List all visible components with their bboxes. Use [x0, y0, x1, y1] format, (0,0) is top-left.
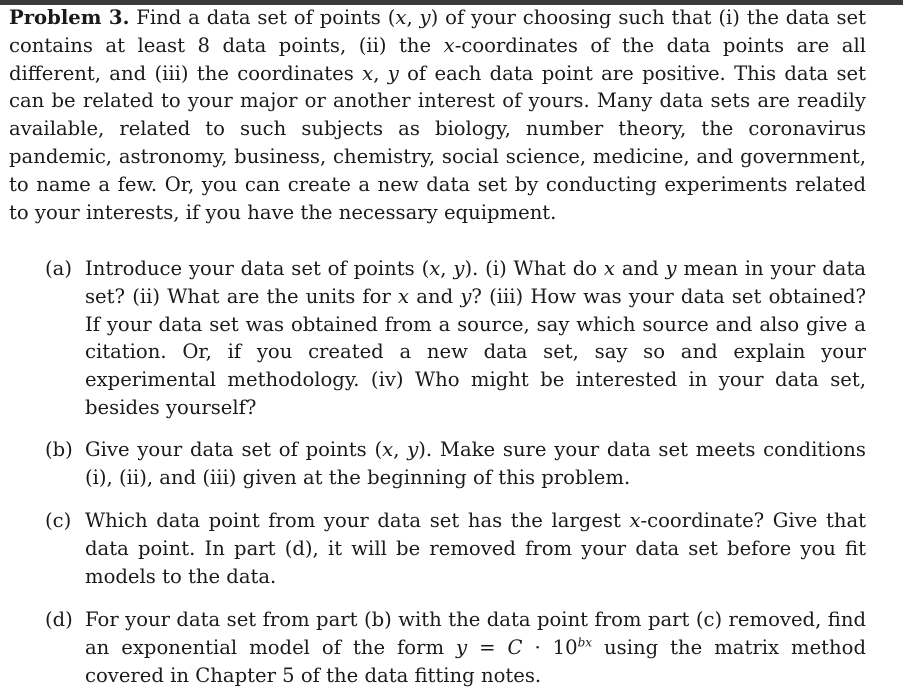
- math-y: y: [456, 635, 468, 659]
- math-x: x: [603, 257, 615, 280]
- part-b-text-1: Give your data set of points (: [85, 438, 383, 461]
- math-y: y: [407, 438, 419, 461]
- part-a-text-5: and: [409, 284, 461, 308]
- math-comma: ,: [393, 438, 408, 461]
- math-comma: ,: [440, 257, 454, 280]
- math-y: y: [453, 257, 465, 280]
- part-a-text: [85, 255, 866, 422]
- math-ten: · 10: [522, 635, 578, 659]
- part-b-text-2: ). Make sure your data set meets conditions (i), (ii), and (iii) given at the beginning of this problem.: [85, 438, 866, 489]
- part-d-text-2: using the matrix method covered in Chapter 5 of the data fitting notes.: [85, 635, 867, 687]
- problem-text-3b: ,: [373, 61, 388, 85]
- part-c: [45, 507, 866, 590]
- math-x: x: [443, 33, 455, 57]
- problem-heading: Problem 3.: [9, 6, 130, 29]
- math-x: x: [395, 6, 407, 29]
- part-a: [45, 255, 866, 422]
- part-a-text-1: Introduce your data set of points (: [85, 257, 430, 280]
- problem-text-3: -coordinates of the data points are all different, and (iii) the coordinates: [9, 33, 866, 85]
- math-x: x: [362, 61, 374, 85]
- part-c-text-2: -coordinate? Give that data point. In part (d), it will be removed from your data set before you fit models to the data.: [85, 509, 866, 588]
- problem-statement: [9, 4, 866, 226]
- math-x: x: [429, 257, 441, 280]
- part-d-text-1: For your data set from part (b) with the data point from part (c) removed, find an exponential model of the form: [85, 608, 866, 659]
- part-a-text-4: mean in your data set? (ii) What are the units for: [85, 257, 866, 308]
- part-c-text: [85, 507, 866, 590]
- math-x: x: [398, 284, 410, 308]
- math-c: C: [507, 635, 523, 659]
- part-d-text: [85, 606, 866, 689]
- math-y: y: [460, 284, 472, 308]
- math-x: x: [629, 509, 641, 532]
- part-b-text: [85, 436, 866, 492]
- math-y: y: [387, 61, 399, 85]
- part-a-text-3: and: [614, 257, 666, 280]
- problem-text-2: ) of your choosing such that (i) the data set contains at least 8 data points, (ii) the: [9, 6, 866, 57]
- problem-text-4: of each data point are positive. This data set can be related to your major or another interest of yours. Many data sets are readily available, related to such subjects as biology, number theory, the coronavirus pandemic, astronomy, business, chemistry, social science, medicine, and government, to name a few. Or, you can create a new data set by conducting experiments related to your interests, if you have the necessary equipment.: [9, 61, 866, 224]
- part-d: [45, 606, 866, 689]
- part-c-text-1: Which data point from your data set has the largest: [85, 509, 630, 532]
- part-d-label: (d): [45, 608, 73, 631]
- math-y: y: [665, 257, 677, 280]
- part-a-text-2: ). (i) What do: [464, 257, 604, 280]
- part-a-label: (a): [45, 257, 72, 280]
- math-exponent: bx: [577, 635, 593, 650]
- part-c-label: (c): [45, 509, 72, 532]
- math-equals: =: [467, 635, 508, 659]
- math-y: y: [419, 6, 431, 29]
- math-comma: ,: [406, 6, 420, 29]
- problem-text-1: Find a data set of points (: [129, 6, 396, 29]
- part-a-text-6: ? (iii) How was your data set obtained? If your data set was obtained from a source, say which source and also give a citation. Or, if you created a new data set, say so and explain your experimental methodology. (iv) Who might be interested in your data set, besides yourself?: [85, 284, 867, 419]
- part-b: [45, 436, 866, 492]
- part-b-label: (b): [45, 438, 73, 461]
- math-x: x: [382, 438, 394, 461]
